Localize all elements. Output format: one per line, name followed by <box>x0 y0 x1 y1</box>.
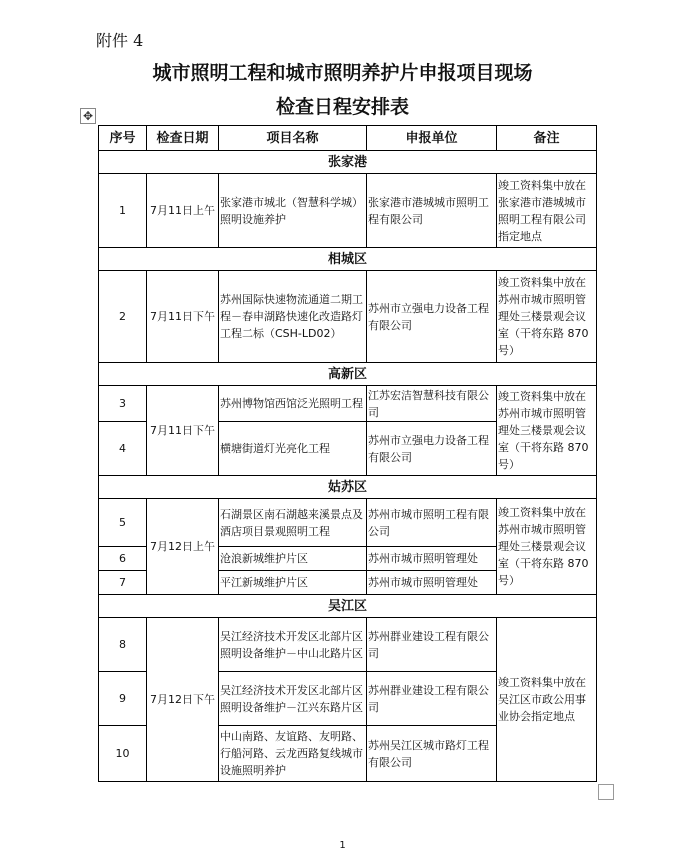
applicant-unit: 苏州市城市照明工程有限公司 <box>367 499 497 547</box>
project-name: 横塘街道灯光亮化工程 <box>219 422 367 476</box>
row-no: 2 <box>99 271 147 363</box>
schedule-table <box>98 125 597 782</box>
row-no: 8 <box>99 618 147 672</box>
region-title: 相城区 <box>99 248 597 271</box>
table-header-row <box>99 126 597 151</box>
header-no: 序号 <box>99 126 147 151</box>
applicant-unit: 苏州市城市照明管理处 <box>367 547 497 571</box>
applicant-unit: 张家港市港城城市照明工程有限公司 <box>367 174 497 248</box>
region-row <box>99 151 597 174</box>
page-number: 1 <box>339 840 346 851</box>
header-unit: 申报单位 <box>367 126 497 151</box>
applicant-unit: 苏州市立强电力设备工程有限公司 <box>367 271 497 363</box>
row-no: 5 <box>99 499 147 547</box>
project-name: 吴江经济技术开发区北部片区照明设备维护－江兴东路片区 <box>219 672 367 726</box>
region-row <box>99 476 597 499</box>
region-row <box>99 363 597 386</box>
header-project: 项目名称 <box>219 126 367 151</box>
applicant-unit: 江苏宏洁智慧科技有限公司 <box>367 386 497 422</box>
row-no: 7 <box>99 571 147 595</box>
inspection-date: 7月11日下午 <box>147 271 219 363</box>
project-name: 吴江经济技术开发区北部片区照明设备维护－中山北路片区 <box>219 618 367 672</box>
applicant-unit: 苏州群业建设工程有限公司 <box>367 618 497 672</box>
inspection-date: 7月11日下午 <box>147 386 219 476</box>
row-no: 10 <box>99 726 147 782</box>
remark: 竣工资料集中放在苏州市城市照明管理处三楼景观会议室（干将东路 870 号） <box>497 271 597 363</box>
row-no: 1 <box>99 174 147 248</box>
attachment-label: 附件 4 <box>96 31 144 50</box>
project-name: 石湖景区南石湖越来溪景点及酒店项目景观照明工程 <box>219 499 367 547</box>
applicant-unit: 苏州市城市照明管理处 <box>367 571 497 595</box>
table-row <box>99 174 597 248</box>
remark: 竣工资料集中放在苏州市城市照明管理处三楼景观会议室（干将东路 870 号） <box>497 499 597 595</box>
row-no: 6 <box>99 547 147 571</box>
header-date: 检查日期 <box>147 126 219 151</box>
table-row <box>99 386 597 422</box>
region-row <box>99 595 597 618</box>
table-row <box>99 271 597 363</box>
project-name: 苏州博物馆西馆泛光照明工程 <box>219 386 367 422</box>
remark: 竣工资料集中放在苏州市城市照明管理处三楼景观会议室（干将东路 870 号） <box>497 386 597 476</box>
header-remark: 备注 <box>497 126 597 151</box>
applicant-unit: 苏州群业建设工程有限公司 <box>367 672 497 726</box>
project-name: 沧浪新城维护片区 <box>219 547 367 571</box>
region-title: 张家港 <box>99 151 597 174</box>
table-move-handle-icon[interactable]: ✥ <box>80 108 96 124</box>
table-resize-handle[interactable] <box>598 784 614 800</box>
applicant-unit: 苏州吴江区城市路灯工程有限公司 <box>367 726 497 782</box>
region-title: 姑苏区 <box>99 476 597 499</box>
project-name: 平江新城维护片区 <box>219 571 367 595</box>
region-title: 吴江区 <box>99 595 597 618</box>
project-name: 张家港市城北（智慧科学城）照明设施养护 <box>219 174 367 248</box>
remark: 竣工资料集中放在张家港市港城城市照明工程有限公司指定地点 <box>497 174 597 248</box>
region-title: 高新区 <box>99 363 597 386</box>
applicant-unit: 苏州市立强电力设备工程有限公司 <box>367 422 497 476</box>
inspection-date: 7月12日上午 <box>147 499 219 595</box>
inspection-date: 7月12日下午 <box>147 618 219 782</box>
project-name: 苏州国际快速物流通道二期工程－春申湖路快速化改造路灯工程二标（CSH-LD02） <box>219 271 367 363</box>
row-no: 3 <box>99 386 147 422</box>
document-title-line1: 城市照明工程和城市照明养护片申报项目现场 <box>152 62 533 84</box>
table-row <box>99 499 597 547</box>
table-row <box>99 618 597 672</box>
project-name: 中山南路、友谊路、友明路、行船河路、云龙西路复线城市设施照明养护 <box>219 726 367 782</box>
document-title-line2: 检查日程安排表 <box>275 96 409 118</box>
remark: 竣工资料集中放在吴江区市政公用事业协会指定地点 <box>497 618 597 782</box>
row-no: 4 <box>99 422 147 476</box>
row-no: 9 <box>99 672 147 726</box>
inspection-date: 7月11日上午 <box>147 174 219 248</box>
region-row <box>99 248 597 271</box>
